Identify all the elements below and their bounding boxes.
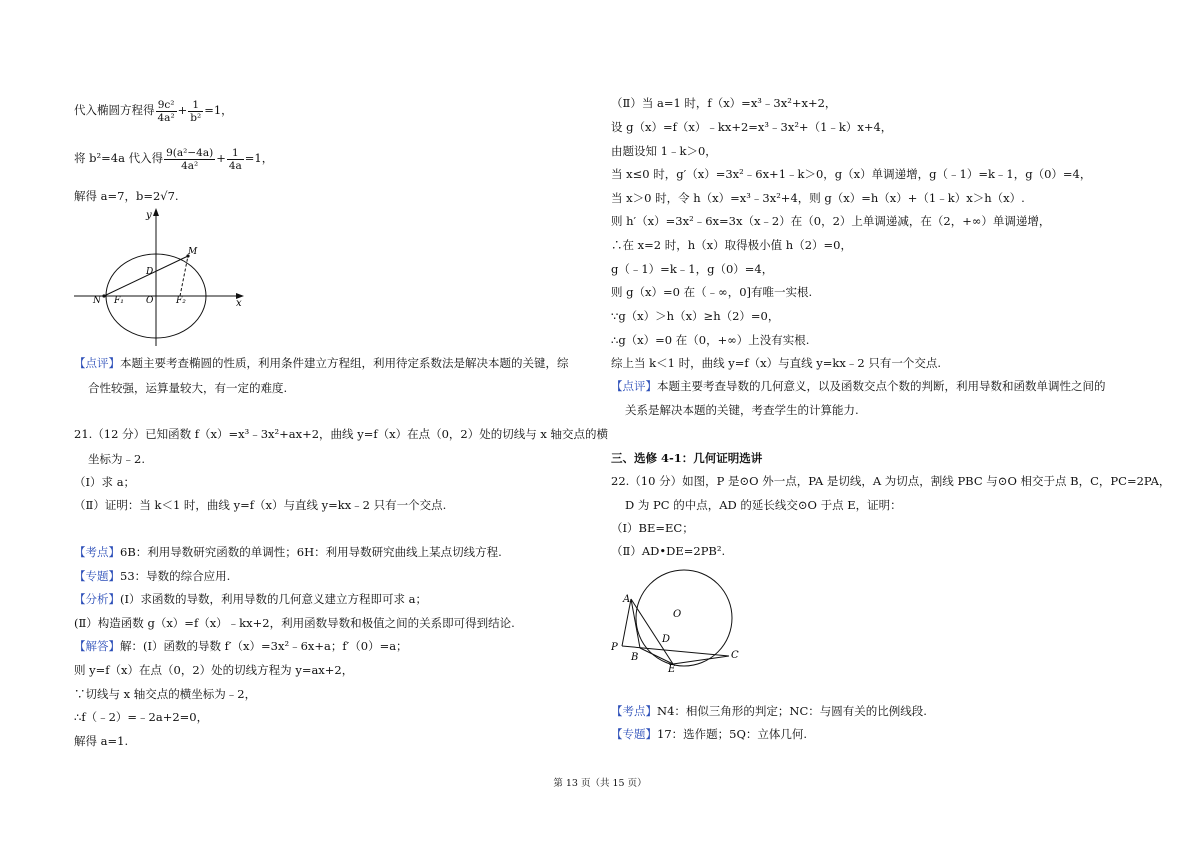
fig-label-D: D bbox=[662, 634, 671, 645]
fig-label-P: P bbox=[611, 642, 618, 653]
fig-label-O: O bbox=[673, 609, 682, 620]
jieda-line-2: 则 y=f（x）在点（0，2）处的切线方程为 y=ax+2， bbox=[74, 663, 354, 677]
dianping-line-2: 关系是解决本题的关键，考查学生的计算能力. bbox=[625, 403, 859, 417]
fig-label-M: M bbox=[188, 247, 198, 257]
proof-line-10: ∵g（x）＞h（x）≥h（2）=0， bbox=[611, 309, 780, 323]
section-heading: 三、选修 4-1：几何证明选讲 bbox=[611, 451, 763, 465]
fig-label-F2: F₂ bbox=[176, 296, 186, 306]
proof-line-8: g（﹣1）=k﹣1，g（0）=4， bbox=[611, 262, 774, 276]
fig-label-F1: F₁ bbox=[114, 296, 124, 306]
fig-label-B: B bbox=[631, 652, 639, 663]
fig-label-C: C bbox=[731, 650, 739, 661]
fig-label-E: E bbox=[668, 664, 676, 675]
comment-line-2: 合性较强，运算量较大，有一定的难度. bbox=[88, 381, 288, 395]
kaodian-line: 【考点】6B：利用导数研究函数的单调性；6H：利用导数研究曲线上某点切线方程. bbox=[74, 545, 502, 559]
fenxi-line-2: (Ⅱ）构造函数 g（x）=f（x）﹣kx+2，利用函数导数和极值之间的关系即可得到结论. bbox=[74, 616, 515, 630]
ellipse-figure bbox=[74, 206, 254, 351]
q22-part-1: （Ⅰ）BE=EC； bbox=[611, 521, 694, 535]
comment-tag: 【点评】 bbox=[74, 356, 120, 370]
proof-line-2: 设 g（x）=f（x）﹣kx+2=x³﹣3x²+（1﹣k）x+4， bbox=[611, 120, 893, 134]
q21-part-1: （Ⅰ）求 a； bbox=[74, 475, 136, 489]
proof-line-12: 综上当 k＜1 时，曲线 y=f（x）与直线 y=kx﹣2 只有一个交点. bbox=[611, 356, 941, 370]
proof-line-4: 当 x≤0 时，g′（x）=3x²﹣6x+1﹣k＞0，g（x）单调递增，g（﹣1）=k﹣1，g（0）=4， bbox=[611, 167, 1092, 181]
fig-label-O: O bbox=[146, 296, 154, 306]
proof-line-1: （Ⅱ）当 a=1 时，f（x）=x³﹣3x²+x+2， bbox=[611, 96, 837, 110]
q21-line-1: 21.（12 分）已知函数 f（x）=x³﹣3x²+ax+2，曲线 y=f（x）在点（0，2）处的切线与 x 轴交点的横 bbox=[74, 427, 609, 441]
proof-line-11: ∴g（x）=0 在（0，+∞）上没有实根. bbox=[611, 333, 810, 347]
jieda-line-4: ∴f（﹣2）=﹣2a+2=0， bbox=[74, 710, 209, 724]
q22-line-2: D 为 PC 的中点，AD 的延长线交⊙O 于点 E，证明： bbox=[625, 498, 902, 512]
proof-line-9: 则 g（x）=0 在（﹣∞，0]有唯一实根. bbox=[611, 285, 813, 299]
comment-line-1: 【点评】本题主要考查椭圆的性质，利用条件建立方程组，利用待定系数法是解决本题的关键，综 bbox=[74, 356, 569, 370]
dianping-line-1: 【点评】本题主要考查导数的几何意义，以及函数交点个数的判断，利用导数和函数单调性之间的 bbox=[611, 379, 1106, 393]
page-footer: 第 13 页（共 15 页） bbox=[553, 778, 647, 789]
fig-label-D: D bbox=[146, 267, 154, 277]
q21-line-2: 坐标为﹣2. bbox=[88, 452, 145, 466]
circle-figure bbox=[611, 566, 741, 676]
fraction: $\frac{\text{9(a²−4a)}}{\text{4a²}}$ bbox=[166, 146, 214, 172]
zhuanti-line: 【专题】53：导数的综合应用. bbox=[74, 569, 231, 583]
kaodian-line-22: 【考点】N4：相似三角形的判定；NC：与圆有关的比例线段. bbox=[611, 704, 927, 718]
fenxi-line: 【分析】(Ⅰ）求函数的导数，利用导数的几何意义建立方程即可求 a； bbox=[74, 592, 428, 606]
jieda-line: 【解答】解：(Ⅰ）函数的导数 f′（x）=3x²﹣6x+a；f′（0）=a； bbox=[74, 639, 408, 653]
fig-label-A: A bbox=[623, 594, 631, 605]
proof-line-6: 则 h′（x）=3x²﹣6x=3x（x﹣2）在（0，2）上单调递减，在（2，+∞）单调递增， bbox=[611, 214, 1051, 228]
proof-line-3: 由题设知 1﹣k＞0， bbox=[611, 144, 717, 158]
fig-label-N: N bbox=[93, 296, 101, 306]
jieda-line-5: 解得 a=1. bbox=[74, 734, 129, 748]
fraction: $\frac{1}{\text{b²}}$ bbox=[190, 98, 202, 124]
proof-line-7: ∴在 x=2 时，h（x）取得极小值 h（2）=0， bbox=[611, 238, 852, 252]
zhuanti-line-22: 【专题】17：选作题；5Q：立体几何. bbox=[611, 727, 808, 741]
fraction: $\frac{\text{9c²}}{\text{4a²}}$ bbox=[157, 98, 175, 124]
jieda-line-3: ∵切线与 x 轴交点的横坐标为﹣2， bbox=[74, 687, 257, 701]
substitution-line: 代入椭圆方程得 $\frac{\text{9c²}}{\text{4a²}}$ + $\frac{1}{\text{b²}}$ =1， bbox=[74, 98, 233, 124]
solve-line: 解得 a=7，b=2√7. bbox=[74, 189, 179, 203]
proof-line-5: 当 x＞0 时，令 h（x）=x³﹣3x²+4，则 g（x）=h（x）+（1﹣k）x＞h（x）. bbox=[611, 191, 1025, 205]
q21-part-2: （Ⅱ）证明：当 k＜1 时，曲线 y=f（x）与直线 y=kx﹣2 只有一个交点. bbox=[74, 498, 447, 512]
fig-label-y: y bbox=[146, 210, 152, 221]
substitution-line-2: 将 b²=4a 代入得 $\frac{\text{9(a²−4a)}}{\text{4a²}}$ + $\frac{1}{4a}$ =1， bbox=[74, 146, 274, 172]
fraction: $\frac{1}{4a}$ bbox=[228, 146, 242, 172]
fig-label-x: x bbox=[236, 298, 242, 309]
q22-line-1: 22.（10 分）如图，P 是⊙O 外一点，PA 是切线，A 为切点，割线 PBC 与⊙O 相交于点 B，C，PC=2PA， bbox=[611, 474, 1171, 488]
q22-part-2: （Ⅱ）AD•DE=2PB². bbox=[611, 544, 726, 558]
